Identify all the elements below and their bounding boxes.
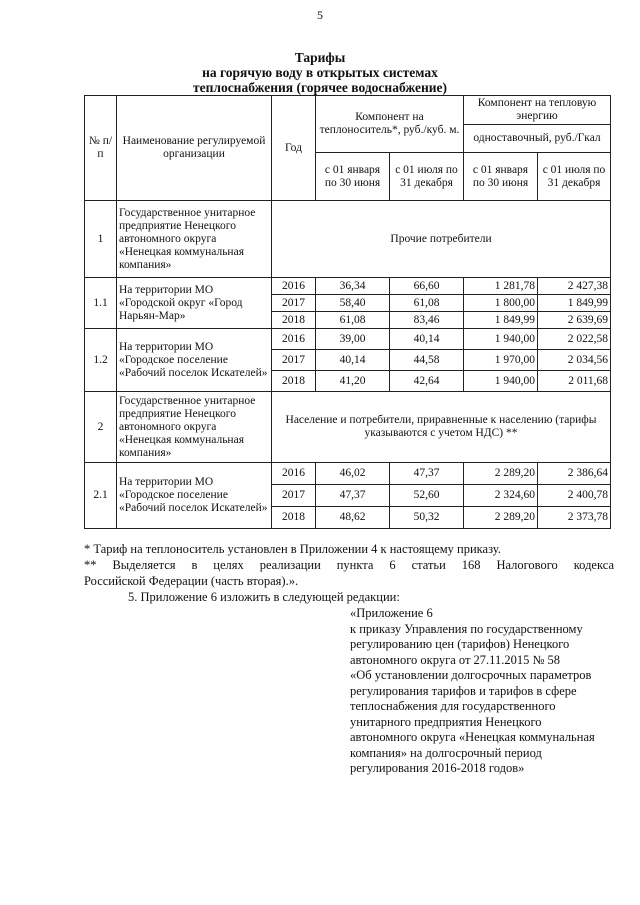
carrier-value: 58,40 bbox=[316, 295, 390, 312]
title-line-3: теплоснабжения (горячее водоснабжение) bbox=[192, 80, 448, 95]
carrier-value: 47,37 bbox=[390, 463, 464, 485]
table-row bbox=[85, 463, 611, 485]
carrier-value: 41,20 bbox=[316, 371, 390, 392]
carrier-value: 52,60 bbox=[390, 485, 464, 507]
carrier-value: 46,02 bbox=[316, 463, 390, 485]
footnotes bbox=[84, 541, 614, 605]
group-desc: На территории МО «Городское поселение «Рабочий поселок Искателей» bbox=[117, 329, 272, 392]
energy-value: 2 289,20 bbox=[464, 507, 538, 529]
section-category: Прочие потребители bbox=[272, 201, 611, 278]
group-desc: На территории МО «Городской округ «Город Нарьян-Мар» bbox=[117, 278, 272, 329]
carrier-value: 47,37 bbox=[316, 485, 390, 507]
group-desc: На территории МО «Городское поселение «Рабочий поселок Искателей» bbox=[117, 463, 272, 529]
annex-order-ref: к приказу Управления по государственному регулированию цен (тарифов) Ненецкого автономного округа от 27.11.2015 № 58 bbox=[350, 621, 583, 667]
annex-title: «Приложение 6 bbox=[350, 606, 433, 620]
section-row bbox=[85, 201, 611, 278]
tariffs-table bbox=[84, 95, 611, 529]
page-number: 5 bbox=[317, 8, 323, 22]
header-org: Наименование регулируемой организации bbox=[117, 96, 272, 201]
table-row bbox=[85, 278, 611, 295]
year-cell: 2016 bbox=[272, 329, 316, 350]
carrier-value: 44,58 bbox=[390, 350, 464, 371]
section-row bbox=[85, 392, 611, 463]
group-num: 1.2 bbox=[85, 329, 117, 392]
document-title bbox=[0, 50, 640, 95]
energy-value: 1 940,00 bbox=[464, 329, 538, 350]
year-cell: 2017 bbox=[272, 350, 316, 371]
title-line-1: Тарифы bbox=[294, 50, 346, 65]
energy-value: 2 373,78 bbox=[538, 507, 611, 529]
energy-value: 1 940,00 bbox=[464, 371, 538, 392]
amendment-item-5: 5. Приложение 6 изложить в следующей редакции: bbox=[128, 590, 400, 604]
carrier-value: 42,64 bbox=[390, 371, 464, 392]
energy-value: 1 970,00 bbox=[464, 350, 538, 371]
group-num: 2.1 bbox=[85, 463, 117, 529]
carrier-value: 66,60 bbox=[390, 278, 464, 295]
annex-order-subject: «Об установлении долгосрочных параметров регулирования тарифов и тарифов в сфере теплоснабжения для государственного унитарного предприятия Ненецкого автономного округа «Ненецкая коммунальная компания» на долгосрочный период регулирования 2016-2018 годов» bbox=[350, 668, 595, 775]
energy-value: 2 639,69 bbox=[538, 312, 611, 329]
year-cell: 2017 bbox=[272, 295, 316, 312]
carrier-value: 40,14 bbox=[316, 350, 390, 371]
footnote-vat-line1: ** Выделяется в целях реализации пункта 6 статьи 168 Налогового кодекса bbox=[84, 558, 614, 572]
carrier-value: 36,34 bbox=[316, 278, 390, 295]
header-energy-period1: с 01 января по 30 июня bbox=[464, 153, 538, 201]
year-cell: 2018 bbox=[272, 507, 316, 529]
header-year: Год bbox=[272, 96, 316, 201]
year-cell: 2016 bbox=[272, 278, 316, 295]
year-cell: 2017 bbox=[272, 485, 316, 507]
carrier-value: 61,08 bbox=[390, 295, 464, 312]
carrier-value: 61,08 bbox=[316, 312, 390, 329]
carrier-value: 83,46 bbox=[390, 312, 464, 329]
energy-value: 2 289,20 bbox=[464, 463, 538, 485]
energy-value: 2 427,38 bbox=[538, 278, 611, 295]
footnote-carrier: * Тариф на теплоноситель установлен в Приложении 4 к настоящему приказу. bbox=[84, 542, 501, 556]
section-num: 2 bbox=[85, 392, 117, 463]
year-cell: 2018 bbox=[272, 312, 316, 329]
carrier-value: 50,32 bbox=[390, 507, 464, 529]
carrier-value: 39,00 bbox=[316, 329, 390, 350]
energy-value: 2 386,64 bbox=[538, 463, 611, 485]
energy-value: 2 022,58 bbox=[538, 329, 611, 350]
header-num: № п/п bbox=[85, 96, 117, 201]
energy-value: 1 849,99 bbox=[538, 295, 611, 312]
header-carrier: Компонент на теплоноситель*, руб./куб. м. bbox=[316, 96, 464, 153]
energy-value: 1 281,78 bbox=[464, 278, 538, 295]
energy-value: 2 011,68 bbox=[538, 371, 611, 392]
header-energy-period2: с 01 июля по 31 декабря bbox=[538, 153, 611, 201]
annex-heading bbox=[350, 606, 600, 777]
header-carrier-period2: с 01 июля по 31 декабря bbox=[390, 153, 464, 201]
carrier-value: 40,14 bbox=[390, 329, 464, 350]
carrier-value: 48,62 bbox=[316, 507, 390, 529]
group-num: 1.1 bbox=[85, 278, 117, 329]
section-org: Государственное унитарное предприятие Ненецкого автономного округа «Ненецкая коммунальная компания» bbox=[117, 201, 272, 278]
table-row bbox=[85, 329, 611, 350]
title-line-2: на горячую воду в открытых системах bbox=[202, 65, 438, 80]
header-carrier-period1: с 01 января по 30 июня bbox=[316, 153, 390, 201]
year-cell: 2016 bbox=[272, 463, 316, 485]
energy-value: 2 324,60 bbox=[464, 485, 538, 507]
energy-value: 2 400,78 bbox=[538, 485, 611, 507]
section-category: Население и потребители, приравненные к населению (тарифы указываются с учетом НДС) ** bbox=[272, 392, 611, 463]
header-energy: Компонент на тепловую энергию bbox=[464, 96, 611, 125]
section-org: Государственное унитарное предприятие Ненецкого автономного округа «Ненецкая коммунальная компания» bbox=[117, 392, 272, 463]
energy-value: 1 849,99 bbox=[464, 312, 538, 329]
footnote-vat-line2: Российской Федерации (часть вторая).». bbox=[84, 574, 299, 588]
year-cell: 2018 bbox=[272, 371, 316, 392]
header-single-rate: одноставочный, руб./Гкал bbox=[464, 125, 611, 153]
energy-value: 2 034,56 bbox=[538, 350, 611, 371]
section-num: 1 bbox=[85, 201, 117, 278]
energy-value: 1 800,00 bbox=[464, 295, 538, 312]
